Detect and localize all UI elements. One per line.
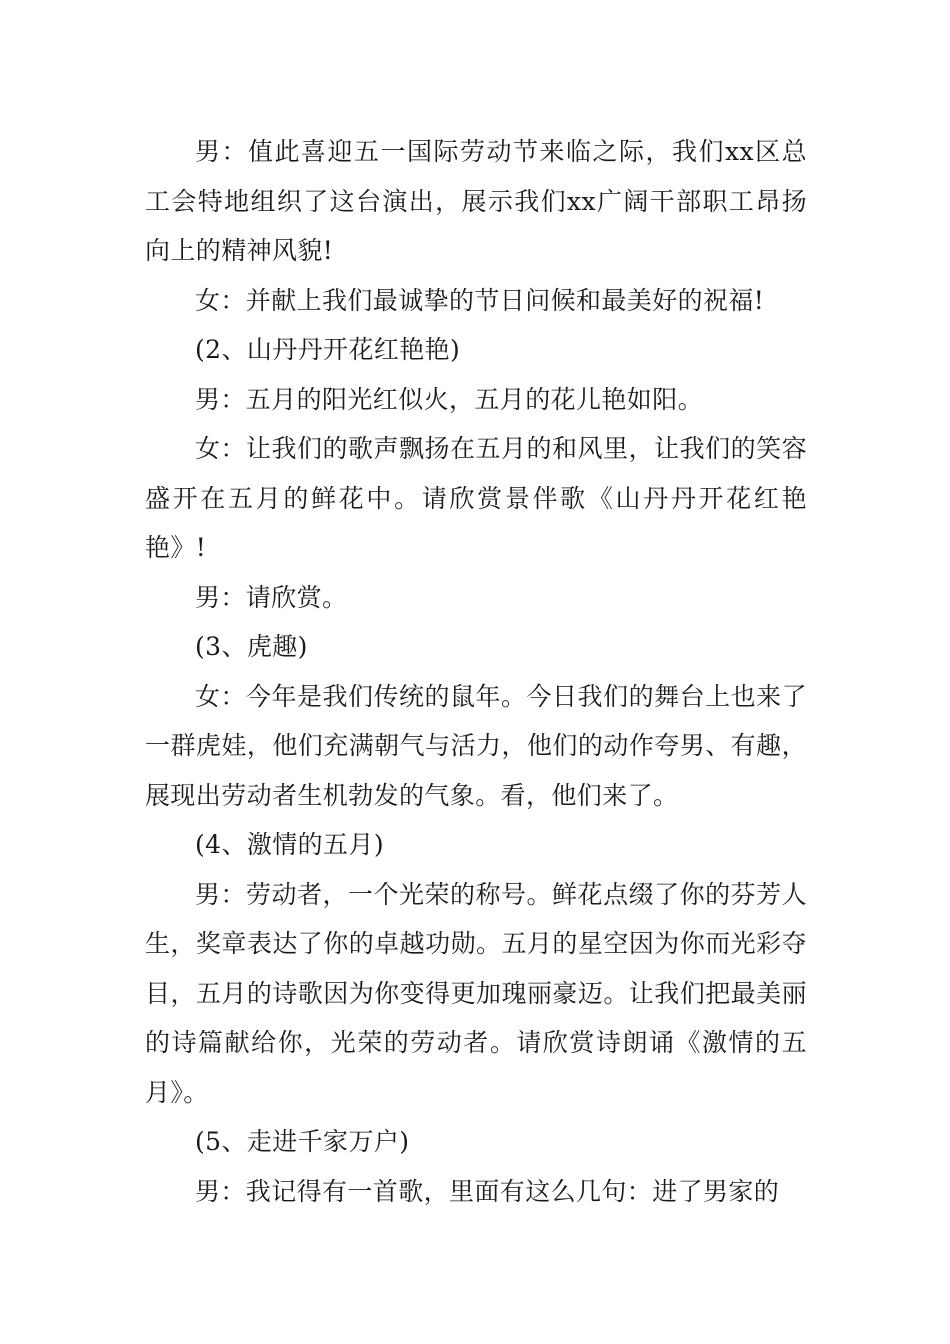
program-item-2-title: (2、山丹丹开花红艳艳) — [195, 335, 461, 364]
paragraph-4: 女：让我们的歌声飘扬在五月的和风里，让我们的笑容盛开在五月的鲜花中。请欣赏景伴歌《山丹丹开花红艳艳》! — [145, 434, 807, 562]
program-item-5-title: (5、走进千家万户) — [195, 1127, 410, 1156]
paragraph-6: 女：今年是我们传统的鼠年。今日我们的舞台上也来了一群虎娃，他们充满朝气与活力，他们的动作夸男、有趣，展现出劳动者生机勃发的气象。看，他们来了。 — [145, 681, 807, 810]
paragraph-3: 男：五月的阳光红似火，五月的花儿艳如阳。 — [195, 384, 704, 414]
document-body — [145, 127, 807, 1216]
paragraph-7: 男：劳动者，一个光荣的称号。鲜花点缀了你的芬芳人生，奖章表达了你的卓越功勋。五月的星空因为你而光彩夺目，五月的诗歌因为你变得更加瑰丽豪迈。让我们把最美丽的诗篇献给你，光荣的劳动者。请欣赏诗朗诵《激情的五月》。 — [145, 879, 807, 1107]
paragraph-2: 女：并献上我们最诚挚的节日问候和最美好的祝福! — [195, 285, 765, 315]
program-item-3-title: (3、虎趣) — [195, 632, 308, 661]
paragraph-1: 男：值此喜迎五一国际劳动节来临之际，我们xx区总工会特地组织了这台演出，展示我们xx广阔干部职工昂扬向上的精神风貌! — [145, 137, 807, 265]
program-item-4-title: (4、激情的五月) — [195, 830, 385, 859]
paragraph-8: 男：我记得有一首歌，里面有这么几句：进了男家的 — [195, 1176, 780, 1206]
paragraph-5: 男：请欣赏。 — [195, 582, 348, 612]
